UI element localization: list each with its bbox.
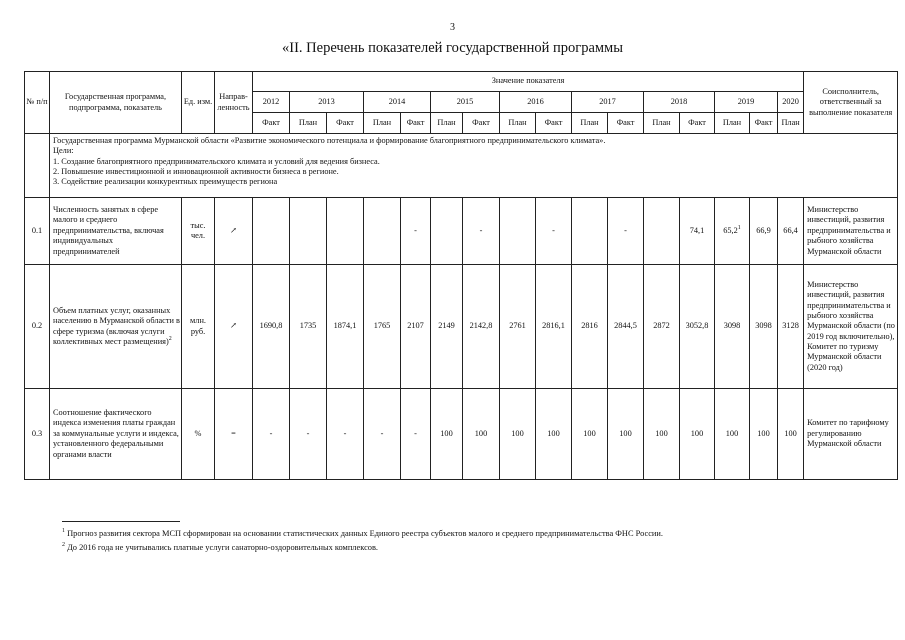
direction-icon: = <box>215 389 253 480</box>
indicator-name <box>50 265 182 389</box>
value-cell: 100 <box>500 389 536 480</box>
value-cell: 100 <box>644 389 680 480</box>
subheader-cell: План <box>431 113 463 134</box>
value-cell: 74,1 <box>680 198 715 265</box>
value-cell: - <box>290 389 327 480</box>
indicator-unit: млн. руб. <box>182 265 215 389</box>
indicator-name: Численность занятых в сфере малого и среднего предпринимательства, включая индивидуальных предпринимателей <box>50 198 182 265</box>
value-cell: 100 <box>608 389 644 480</box>
subheader-cell: Факт <box>608 113 644 134</box>
executor-cell: Министерство инвестиций, развития предпринимательства и рыбного хозяйства Мурманской области (по 2019 год включительно), Комитет по туризму Мурманской области (2020 год) <box>804 265 898 389</box>
value-cell: - <box>401 198 431 265</box>
footnote-mark: 2 <box>62 542 65 549</box>
value-cell: 3052,8 <box>680 265 715 389</box>
value-cell <box>290 198 327 265</box>
value-cell: 2844,5 <box>608 265 644 389</box>
value-cell: - <box>608 198 644 265</box>
value-cell: 100 <box>572 389 608 480</box>
subheader-cell: Факт <box>253 113 290 134</box>
value-cell <box>327 198 364 265</box>
value-cell <box>431 198 463 265</box>
indicator-unit: % <box>182 389 215 480</box>
indicator-name: Соотношение фактического индекса изменения платы граждан за коммунальные услуги и индекса, установленного федеральными органами власти <box>50 389 182 480</box>
value-cell: 100 <box>715 389 750 480</box>
document-title: «II. Перечень показателей государственной программы <box>282 40 623 56</box>
subheader-cell: Факт <box>463 113 500 134</box>
value-cell: 3098 <box>750 265 778 389</box>
indicators-table <box>24 71 898 480</box>
value-cell: - <box>364 389 401 480</box>
value-cell: 2142,8 <box>463 265 500 389</box>
subheader-cell: Факт <box>680 113 715 134</box>
goal-line: Государственная программа Мурманской области «Развитие экономического потенциала и формирование благоприятного предпринимательского климата». <box>53 136 606 145</box>
footnote-text: Прогноз развития сектора МСП сформирован на основании статистических данных Единого реестра субъектов малого и среднего предпринимательства ФНС России. <box>67 529 663 538</box>
year-cell: 2019 <box>715 92 778 113</box>
goal-line: Цели: <box>53 146 74 156</box>
header-direction: Направ- ленность <box>215 72 253 134</box>
value-cell: 100 <box>431 389 463 480</box>
row-num: 0.1 <box>25 198 50 265</box>
value-cell: 2816,1 <box>536 265 572 389</box>
value-cell <box>715 198 750 265</box>
value-cell: 2816 <box>572 265 608 389</box>
value-cell: 1690,8 <box>253 265 290 389</box>
year-cell: 2017 <box>572 92 644 113</box>
value-cell: 2761 <box>500 265 536 389</box>
value-cell <box>364 198 401 265</box>
year-cell: 2014 <box>364 92 431 113</box>
goal-line: 2. Повышение инвестиционной и инновационной активности бизнеса в регионе. <box>53 167 339 177</box>
value-cell: 1874,1 <box>327 265 364 389</box>
goal-num-cell <box>25 134 50 198</box>
value-cell <box>253 198 290 265</box>
subheader-cell: План <box>290 113 327 134</box>
header-value: Значение показателя <box>253 72 804 92</box>
value-cell: - <box>536 198 572 265</box>
subheader-cell: План <box>715 113 750 134</box>
direction-icon: ↗ <box>215 198 253 265</box>
value-cell <box>644 198 680 265</box>
footnote-1 <box>62 529 663 538</box>
value-cell: 3098 <box>715 265 750 389</box>
subheader-cell: Факт <box>327 113 364 134</box>
executor-cell: Министерство инвестиций, развития предпринимательства и рыбного хозяйства Мурманской области <box>804 198 898 265</box>
header-unit: Ед. изм. <box>182 72 215 134</box>
subheader-cell: План <box>778 113 804 134</box>
subheader-cell: План <box>500 113 536 134</box>
year-cell: 2020 <box>778 92 804 113</box>
direction-icon: ↗ <box>215 265 253 389</box>
year-cell: 2016 <box>500 92 572 113</box>
footnote-divider <box>62 521 180 522</box>
table-row <box>25 389 898 480</box>
value-cell: 1765 <box>364 265 401 389</box>
indicator-name-text: Объем платных услуг, оказанных населению в Мурманской области в сфере туризма (включая услуги коллективных мест размещения) <box>53 305 180 346</box>
value-cell: - <box>463 198 500 265</box>
executor-cell: Комитет по тарифному регулированию Мурманской области <box>804 389 898 480</box>
subheader-cell: Факт <box>750 113 778 134</box>
indicator-unit: тыс. чел. <box>182 198 215 265</box>
value-cell: 2149 <box>431 265 463 389</box>
value-cell: 66,9 <box>750 198 778 265</box>
subheader-cell: План <box>364 113 401 134</box>
value-cell: 100 <box>463 389 500 480</box>
table-row <box>25 198 898 265</box>
value-cell: 66,4 <box>778 198 804 265</box>
value-cell: 100 <box>778 389 804 480</box>
value-cell: 2107 <box>401 265 431 389</box>
subheader-cell: Факт <box>401 113 431 134</box>
value-cell: - <box>401 389 431 480</box>
goal-line: 1. Создание благоприятного предпринимательского климата и условий для ведения бизнеса. <box>53 156 380 166</box>
year-cell: 2013 <box>290 92 364 113</box>
row-num: 0.2 <box>25 265 50 389</box>
header-program: Государственная программа, подпрограмма, показатель <box>50 72 182 134</box>
value-text: 65,2 <box>723 225 738 235</box>
program-goals <box>50 134 898 198</box>
footnote-ref: 1 <box>737 225 741 232</box>
goal-line: 3. Содействие реализации конкурентных преимуществ региона <box>53 177 278 187</box>
page-number: 3 <box>450 22 455 33</box>
value-cell <box>500 198 536 265</box>
footnote-2 <box>62 543 378 552</box>
subheader-cell: План <box>572 113 608 134</box>
value-cell: 100 <box>680 389 715 480</box>
year-cell: 2015 <box>431 92 500 113</box>
value-cell: 3128 <box>778 265 804 389</box>
value-cell: - <box>327 389 364 480</box>
footnote-ref: 2 <box>168 336 172 343</box>
subheader-cell: План <box>644 113 680 134</box>
year-cell: 2012 <box>253 92 290 113</box>
value-cell: - <box>253 389 290 480</box>
year-cell: 2018 <box>644 92 715 113</box>
value-cell <box>572 198 608 265</box>
header-num: № п/п <box>25 72 50 134</box>
row-num: 0.3 <box>25 389 50 480</box>
value-cell: 1735 <box>290 265 327 389</box>
subheader-cell: Факт <box>536 113 572 134</box>
table-row <box>25 265 898 389</box>
value-cell: 100 <box>536 389 572 480</box>
value-cell: 100 <box>750 389 778 480</box>
value-cell: 2872 <box>644 265 680 389</box>
footnote-text: До 2016 года не учитывались платные услуги санаторно-оздоровительных комплексов. <box>67 543 379 552</box>
header-executor: Соисполнитель, ответственный за выполнение показателя <box>804 72 898 134</box>
footnote-mark: 1 <box>62 528 65 535</box>
